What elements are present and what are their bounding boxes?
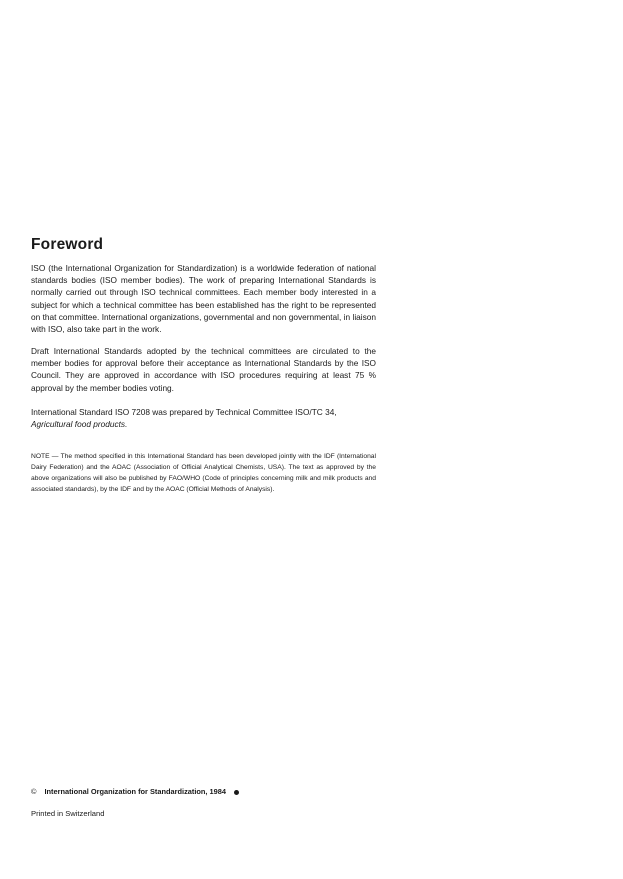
preparation-statement: International Standard ISO 7208 was prepared by Technical Committee ISO/TC 34, [31,407,337,417]
foreword-heading: Foreword [31,236,104,253]
printed-location: Printed in Switzerland [31,809,105,818]
copyright-text: International Organization for Standardization, 1984 [44,787,226,796]
bullet-dot-icon [234,790,239,795]
copyright-symbol: © [31,787,37,796]
copyright-line [31,787,239,796]
foreword-paragraph-preparation [31,406,376,430]
foreword-note: NOTE — The method specified in this International Standard has been developed jointly with the IDF (International Dairy Federation) and the AOAC (Association of Official Analytical Chemists, USA). The text as approved by the above organizations will also be published by FAO/WHO (Code of principles concerning milk and milk products and associated standards), by the IDF and by the AOAC (Official Methods of Analysis). [31,453,376,493]
committee-title: Agricultural food products. [31,419,128,430]
foreword-paragraph-iso: ISO (the International Organization for Standardization) is a worldwide federation of national standards bodies (ISO member bodies). The work of preparing International Standards is normally carried out through ISO technical committees. Each member body interested in a subject for which a technical committee has been established has the right to be represented on that committee. International organizations, governmental and non governmental, in liaison with ISO, also take part in the work. [31,263,376,335]
foreword-paragraph-approval: Draft International Standards adopted by the technical committees are circulated to the member bodies for approval before their acceptance as International Standards by the ISO Council. They are approved in accordance with ISO procedures requiring at least 75 % approval by the member bodies voting. [31,346,376,393]
